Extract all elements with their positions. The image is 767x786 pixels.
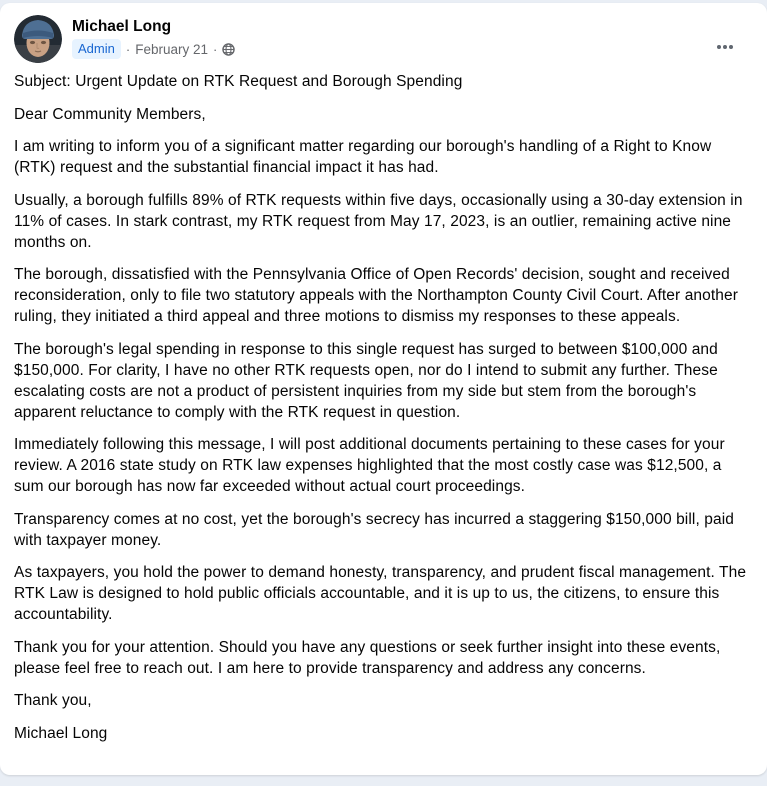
- post-paragraph: I am writing to inform you of a significant matter regarding our borough's handling of a Right to Know (RTK) request and the substantial financial impact it has had.: [14, 138, 712, 176]
- post-paragraph: The borough's legal spending in response to this single request has surged to between $100,000 and $150,000. For clarity, I have no other RTK requests open, nor do I intend to submit any further. These escalating costs are not a product of persistent inquiries from my side but stem from the borough's apparent reluctance to comply with the RTK request in question.: [14, 340, 718, 421]
- post-paragraph: Dear Community Members,: [14, 105, 206, 123]
- post-paragraph: Immediately following this message, I will post additional documents pertaining to these cases for your review. A 2016 state study on RTK law expenses highlighted that the most costly case was $12,500, a sum our borough has now far exceeded without actual court proceedings.: [14, 436, 725, 495]
- post-paragraph: Thank you for your attention. Should you have any questions or seek further insight into these events, please feel free to reach out. I am here to provide transparency and address any concerns.: [14, 638, 721, 677]
- more-options-icon: [715, 37, 735, 57]
- post-card: [0, 3, 767, 775]
- header-info: [72, 15, 235, 59]
- author-name[interactable]: Michael Long: [72, 18, 172, 35]
- meta-separator: ·: [125, 41, 131, 57]
- post-body: [14, 71, 753, 744]
- meta-row: [72, 39, 235, 59]
- post-paragraph: Transparency comes at no cost, yet the borough's secrecy has incurred a staggering $150,000 bill, paid with taxpayer money.: [14, 510, 734, 549]
- post-paragraph: Usually, a borough fulfills 89% of RTK requests within five days, occasionally using a 30-day extension in 11% of cases. In stark contrast, my RTK request from May 17, 2023, is an outlier, remaining active nine months on.: [14, 191, 743, 251]
- page-background: [0, 3, 767, 786]
- avatar[interactable]: [14, 15, 62, 63]
- post-paragraph-closing: Thank you,: [14, 692, 92, 709]
- post-paragraph-subject: Subject: Urgent Update on RTK Request and Borough Spending: [14, 73, 463, 90]
- post-header: [14, 15, 753, 63]
- admin-badge: Admin: [72, 39, 121, 59]
- post-paragraph: As taxpayers, you hold the power to demand honesty, transparency, and prudent fiscal management. The RTK Law is designed to hold public officials accountable, and it is up to us, the citizens, to ensure this accountability.: [14, 564, 747, 623]
- globe-icon: [222, 43, 235, 56]
- post-date[interactable]: February 21: [135, 41, 208, 57]
- more-options-button[interactable]: [709, 31, 741, 63]
- post-paragraph-signature: Michael Long: [14, 724, 108, 742]
- profile-photo-icon: [14, 15, 62, 63]
- post-paragraph: The borough, dissatisfied with the Pennsylvania Office of Open Records' decision, sought and received reconsideration, only to file two statutory appeals with the Northampton County Civil Court. After another ruling, they initiated a third appeal and three motions to dismiss my responses to these appeals.: [14, 266, 738, 325]
- meta-separator: ·: [213, 41, 218, 57]
